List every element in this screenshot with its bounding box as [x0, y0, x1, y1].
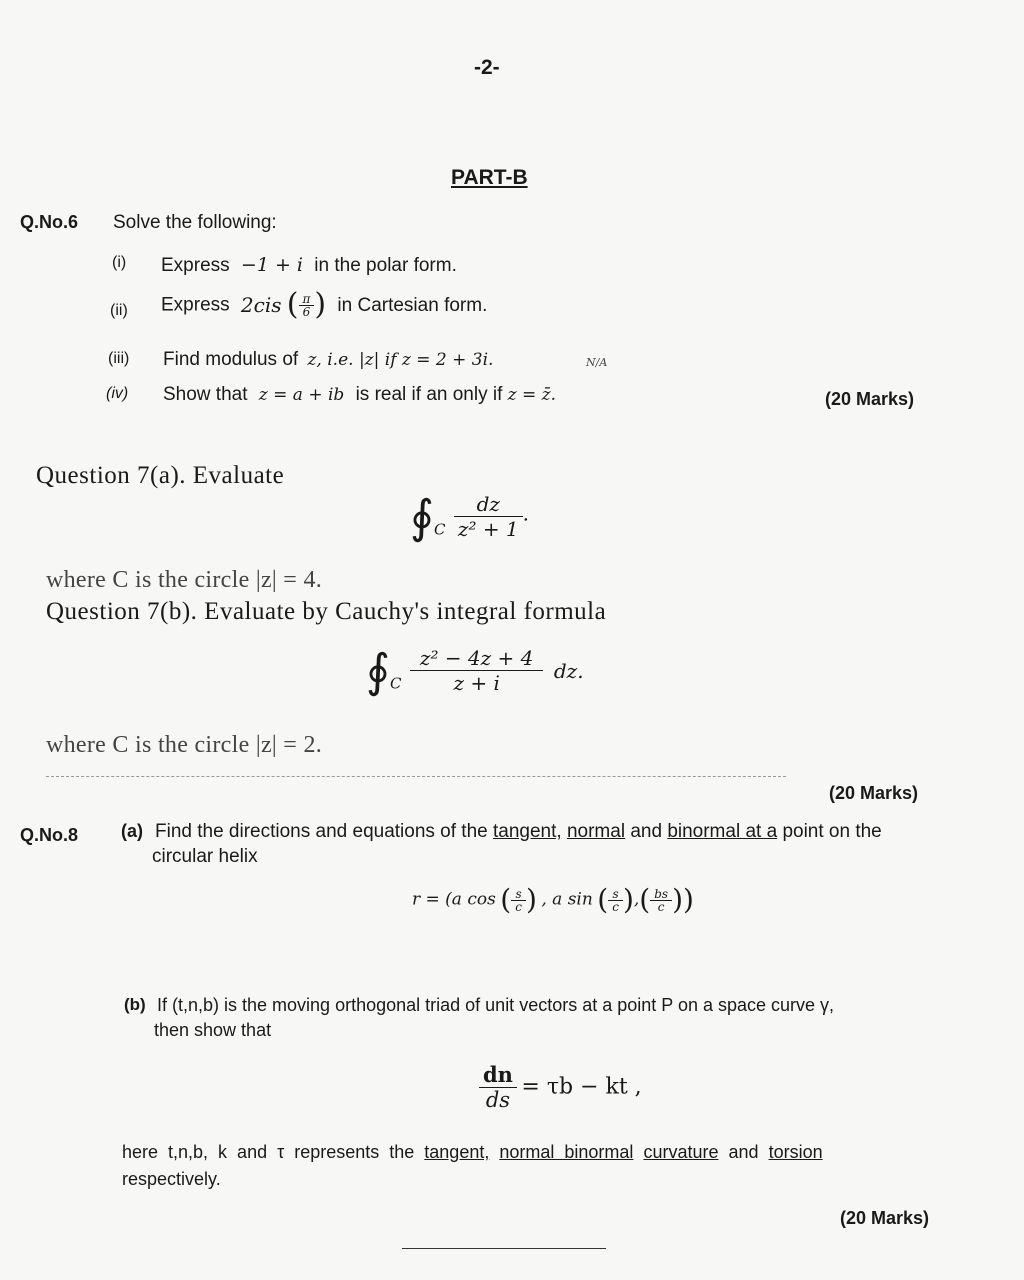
q6-item-3: Find modulus of z, i.e. |z| if z = 2 + 3i. [163, 349, 494, 370]
q8b-num: (b) [124, 995, 146, 1014]
q7b-integral: ∮C $\frac{\text{z² − 4z + 4}}{z + i}$ dz. [366, 643, 584, 698]
q7b-heading: Question 7(b). Evaluate by Cauchy's integral formula [46, 598, 607, 625]
q8a-num: (a) [121, 821, 143, 841]
q6-item-num: (iv) [106, 385, 129, 402]
q6-item-num: (ii) [110, 302, 128, 319]
q6-item-1: Express −1 + i in the polar form. [161, 254, 457, 276]
q6-item-num: (i) [112, 254, 127, 271]
q6-item-4: Show that z = a + ib is real if an only if z = z̄. [163, 384, 557, 405]
q8-marks: (20 Marks) [840, 1208, 930, 1228]
q6-marks: (20 Marks) [825, 389, 915, 409]
q8b-text-line2: then show that [154, 1020, 272, 1040]
q8b-here-line2: respectively. [122, 1169, 221, 1189]
derivative-equation: $\frac{dn}{ds}$ = τb − kt , [479, 1062, 642, 1112]
divider [46, 776, 786, 777]
q7a-integral: ∮C $\frac{dz}{\text{z² + 1}}$ . [410, 489, 530, 544]
q8a-text-line2: circular helix [152, 846, 258, 867]
q6-item-2: Express 2cis ( $\frac{\pi}{6}$ ) in Cartesian form. [161, 287, 488, 322]
helix-equation: r = (a cos ( $\frac{s}{c}$ ) , a sin ( $\frac{s}{c}$ ),( $\frac{bs}{c}$ )) [412, 883, 694, 916]
q7-marks: (20 Marks) [829, 783, 919, 803]
part-title: PART-B [451, 166, 528, 189]
q8-label: Q.No.8 [20, 825, 79, 845]
q7a-where: where C is the circle |z| = 4. [46, 567, 323, 593]
q8b-text: If (t,n,b) is the moving orthogonal triad of unit vectors at a point P on a space curve γ, [157, 995, 835, 1015]
q6-label: Q.No.6 [20, 212, 79, 232]
margin-note: N/A [586, 356, 608, 369]
page-number: -2- [474, 56, 500, 79]
q7b-where: where C is the circle |z| = 2. [46, 732, 323, 758]
q6-item-num: (iii) [108, 350, 130, 367]
end-rule [402, 1248, 606, 1249]
q8a-text: Find the directions and equations of the tangent, normal and binormal at a point on the [155, 821, 882, 842]
q6-intro: Solve the following: [113, 212, 277, 233]
q7a-heading: Question 7(a). Evaluate [36, 462, 285, 489]
q8b-here: here t,n,b, k and τ represents the tangent, normal binormal curvature and torsion [122, 1142, 823, 1162]
